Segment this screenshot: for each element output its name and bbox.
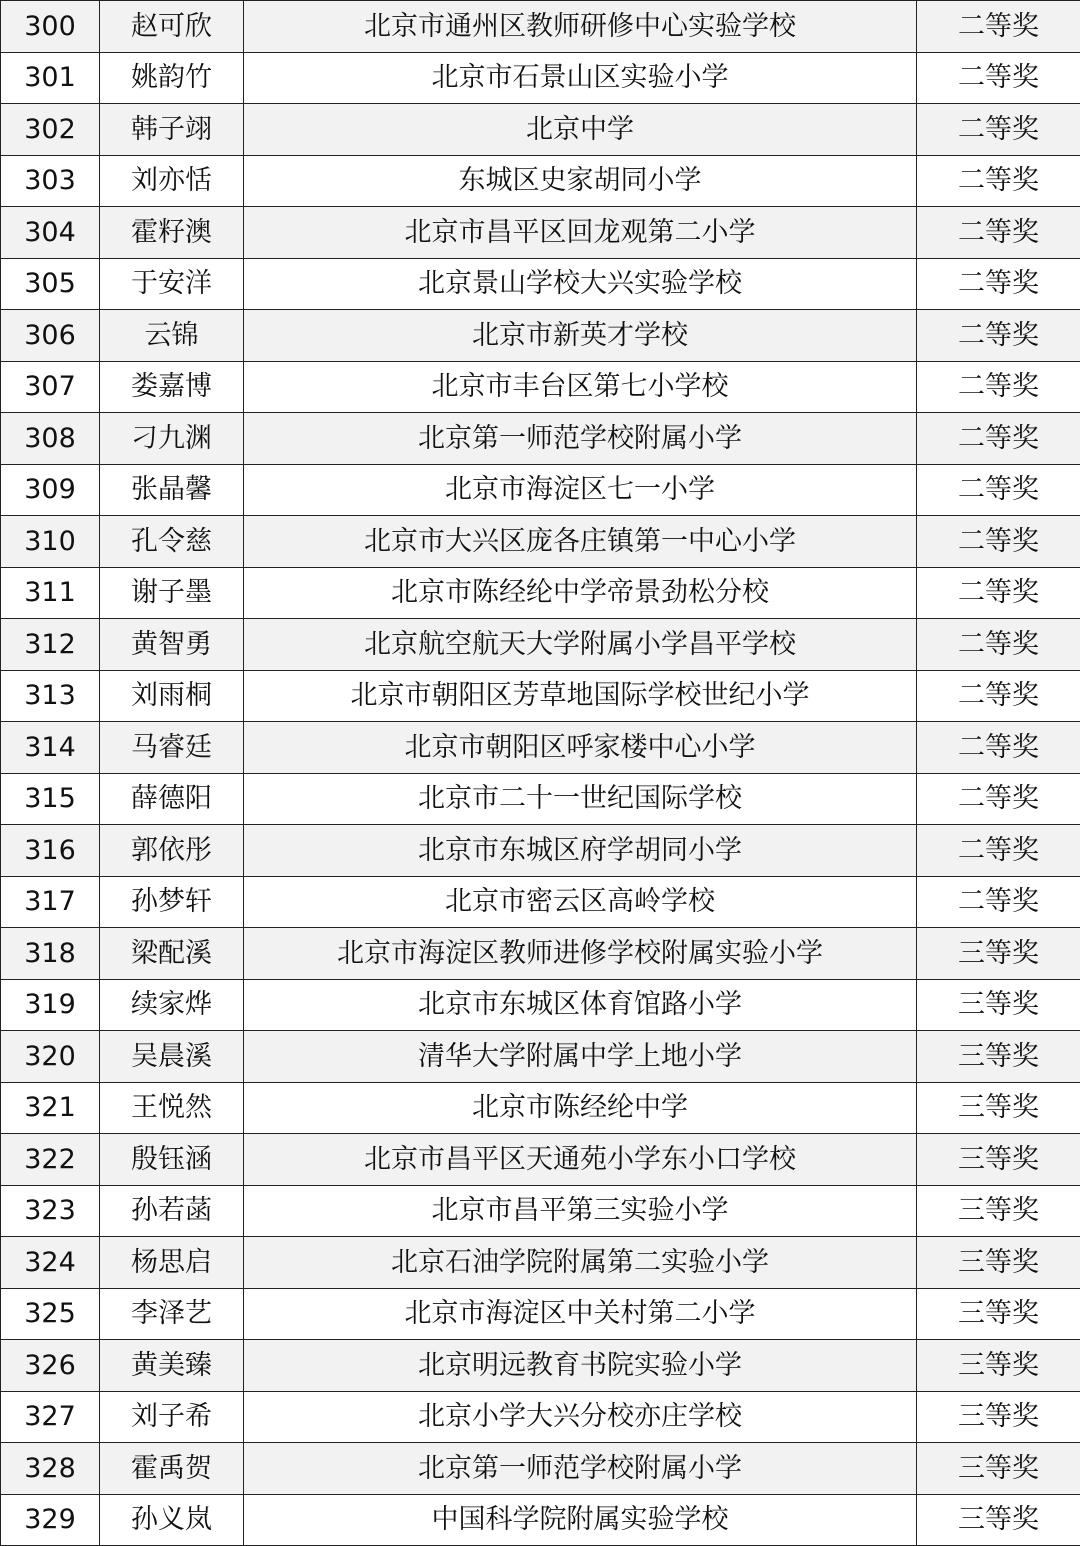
table-row <box>1 207 1080 259</box>
cell-name: 黄智勇 <box>100 619 244 671</box>
cell-school: 北京市海淀区七一小学 <box>244 464 917 516</box>
cell-name: 吴晨溪 <box>100 1031 244 1083</box>
cell-number: 313 <box>1 670 100 722</box>
cell-school: 北京市丰台区第七小学校 <box>244 361 917 413</box>
cell-number: 323 <box>1 1185 100 1237</box>
cell-award: 二等奖 <box>917 258 1080 310</box>
cell-number: 319 <box>1 979 100 1031</box>
cell-school: 北京小学大兴分校亦庄学校 <box>244 1391 917 1443</box>
cell-school: 中国科学院附属实验学校 <box>244 1494 917 1546</box>
cell-award: 二等奖 <box>917 567 1080 619</box>
table-row <box>1 619 1080 671</box>
cell-name: 薛德阳 <box>100 773 244 825</box>
cell-school: 北京市密云区高岭学校 <box>244 876 917 928</box>
table-row <box>1 1494 1080 1546</box>
cell-school: 北京市朝阳区呼家楼中心小学 <box>244 722 917 774</box>
cell-number: 308 <box>1 413 100 465</box>
cell-number: 325 <box>1 1288 100 1340</box>
cell-name: 娄嘉博 <box>100 361 244 413</box>
cell-name: 孔令慈 <box>100 516 244 568</box>
cell-name: 刘亦恬 <box>100 155 244 207</box>
cell-award: 二等奖 <box>917 310 1080 362</box>
cell-award: 三等奖 <box>917 1134 1080 1186</box>
award-table-body <box>1 1 1080 1546</box>
cell-name: 黄美臻 <box>100 1340 244 1392</box>
cell-name: 孙义岚 <box>100 1494 244 1546</box>
cell-number: 312 <box>1 619 100 671</box>
cell-name: 赵可欣 <box>100 1 244 53</box>
table-row <box>1 413 1080 465</box>
cell-school: 东城区史家胡同小学 <box>244 155 917 207</box>
cell-award: 三等奖 <box>917 979 1080 1031</box>
cell-award: 三等奖 <box>917 1185 1080 1237</box>
cell-school: 北京市海淀区教师进修学校附属实验小学 <box>244 928 917 980</box>
cell-number: 314 <box>1 722 100 774</box>
cell-number: 324 <box>1 1237 100 1289</box>
cell-award: 三等奖 <box>917 1082 1080 1134</box>
cell-school: 北京市二十一世纪国际学校 <box>244 773 917 825</box>
cell-award: 二等奖 <box>917 207 1080 259</box>
cell-name: 王悦然 <box>100 1082 244 1134</box>
cell-number: 310 <box>1 516 100 568</box>
table-row <box>1 104 1080 156</box>
cell-school: 北京石油学院附属第二实验小学 <box>244 1237 917 1289</box>
cell-number: 304 <box>1 207 100 259</box>
cell-school: 北京中学 <box>244 104 917 156</box>
cell-school: 北京市陈经纶中学帝景劲松分校 <box>244 567 917 619</box>
cell-number: 317 <box>1 876 100 928</box>
cell-award: 三等奖 <box>917 1391 1080 1443</box>
cell-award: 二等奖 <box>917 155 1080 207</box>
cell-name: 刘雨桐 <box>100 670 244 722</box>
table-row <box>1 1443 1080 1495</box>
cell-name: 刁九渊 <box>100 413 244 465</box>
table-row <box>1 464 1080 516</box>
cell-school: 北京航空航天大学附属小学昌平学校 <box>244 619 917 671</box>
cell-school: 北京第一师范学校附属小学 <box>244 413 917 465</box>
cell-award: 二等奖 <box>917 104 1080 156</box>
table-row <box>1 1288 1080 1340</box>
cell-school: 北京市陈经纶中学 <box>244 1082 917 1134</box>
cell-school: 北京市新英才学校 <box>244 310 917 362</box>
cell-number: 306 <box>1 310 100 362</box>
cell-number: 320 <box>1 1031 100 1083</box>
cell-award: 二等奖 <box>917 1 1080 53</box>
table-row <box>1 825 1080 877</box>
table-row <box>1 773 1080 825</box>
cell-name: 梁配溪 <box>100 928 244 980</box>
cell-number: 301 <box>1 52 100 104</box>
cell-name: 郭依彤 <box>100 825 244 877</box>
cell-name: 马睿廷 <box>100 722 244 774</box>
cell-name: 云锦 <box>100 310 244 362</box>
table-row <box>1 258 1080 310</box>
cell-award: 三等奖 <box>917 928 1080 980</box>
table-row <box>1 1 1080 53</box>
cell-award: 二等奖 <box>917 825 1080 877</box>
table-row <box>1 155 1080 207</box>
cell-school: 北京景山学校大兴实验学校 <box>244 258 917 310</box>
cell-award: 二等奖 <box>917 52 1080 104</box>
cell-award: 三等奖 <box>917 1494 1080 1546</box>
cell-number: 302 <box>1 104 100 156</box>
table-row <box>1 1237 1080 1289</box>
cell-name: 续家烨 <box>100 979 244 1031</box>
cell-award: 二等奖 <box>917 361 1080 413</box>
cell-school: 北京明远教育书院实验小学 <box>244 1340 917 1392</box>
cell-school: 北京市石景山区实验小学 <box>244 52 917 104</box>
cell-number: 329 <box>1 1494 100 1546</box>
cell-award: 二等奖 <box>917 619 1080 671</box>
cell-number: 322 <box>1 1134 100 1186</box>
cell-award: 二等奖 <box>917 876 1080 928</box>
cell-award: 三等奖 <box>917 1031 1080 1083</box>
cell-award: 三等奖 <box>917 1443 1080 1495</box>
cell-number: 303 <box>1 155 100 207</box>
table-row <box>1 516 1080 568</box>
cell-number: 305 <box>1 258 100 310</box>
cell-school: 清华大学附属中学上地小学 <box>244 1031 917 1083</box>
cell-name: 刘子希 <box>100 1391 244 1443</box>
cell-school: 北京第一师范学校附属小学 <box>244 1443 917 1495</box>
table-row <box>1 876 1080 928</box>
cell-name: 李泽艺 <box>100 1288 244 1340</box>
cell-number: 318 <box>1 928 100 980</box>
cell-school: 北京市东城区体育馆路小学 <box>244 979 917 1031</box>
cell-number: 327 <box>1 1391 100 1443</box>
table-row <box>1 928 1080 980</box>
cell-name: 张晶馨 <box>100 464 244 516</box>
cell-award: 三等奖 <box>917 1340 1080 1392</box>
cell-school: 北京市大兴区庞各庄镇第一中心小学 <box>244 516 917 568</box>
cell-name: 杨思启 <box>100 1237 244 1289</box>
cell-name: 韩子翊 <box>100 104 244 156</box>
cell-award: 二等奖 <box>917 670 1080 722</box>
cell-award: 三等奖 <box>917 1288 1080 1340</box>
cell-award: 二等奖 <box>917 413 1080 465</box>
cell-name: 孙梦轩 <box>100 876 244 928</box>
cell-number: 307 <box>1 361 100 413</box>
table-row <box>1 1031 1080 1083</box>
cell-number: 309 <box>1 464 100 516</box>
table-row <box>1 979 1080 1031</box>
cell-school: 北京市海淀区中关村第二小学 <box>244 1288 917 1340</box>
cell-school: 北京市通州区教师研修中心实验学校 <box>244 1 917 53</box>
cell-school: 北京市朝阳区芳草地国际学校世纪小学 <box>244 670 917 722</box>
table-row <box>1 1082 1080 1134</box>
cell-school: 北京市东城区府学胡同小学 <box>244 825 917 877</box>
table-row <box>1 670 1080 722</box>
cell-school: 北京市昌平区天通苑小学东小口学校 <box>244 1134 917 1186</box>
table-row <box>1 52 1080 104</box>
cell-name: 姚韵竹 <box>100 52 244 104</box>
cell-number: 316 <box>1 825 100 877</box>
cell-name: 霍禹贺 <box>100 1443 244 1495</box>
cell-name: 霍籽澳 <box>100 207 244 259</box>
cell-award: 二等奖 <box>917 773 1080 825</box>
cell-name: 于安洋 <box>100 258 244 310</box>
cell-number: 300 <box>1 1 100 53</box>
table-row <box>1 1340 1080 1392</box>
cell-award: 二等奖 <box>917 516 1080 568</box>
cell-number: 311 <box>1 567 100 619</box>
cell-award: 二等奖 <box>917 722 1080 774</box>
table-row <box>1 1134 1080 1186</box>
cell-number: 321 <box>1 1082 100 1134</box>
table-row <box>1 361 1080 413</box>
cell-number: 328 <box>1 1443 100 1495</box>
table-row <box>1 722 1080 774</box>
cell-number: 326 <box>1 1340 100 1392</box>
table-row <box>1 1391 1080 1443</box>
table-row <box>1 567 1080 619</box>
cell-name: 殷钰涵 <box>100 1134 244 1186</box>
cell-name: 孙若菡 <box>100 1185 244 1237</box>
cell-award: 三等奖 <box>917 1237 1080 1289</box>
cell-name: 谢子墨 <box>100 567 244 619</box>
cell-school: 北京市昌平区回龙观第二小学 <box>244 207 917 259</box>
cell-school: 北京市昌平第三实验小学 <box>244 1185 917 1237</box>
table-row <box>1 1185 1080 1237</box>
table-row <box>1 310 1080 362</box>
cell-award: 二等奖 <box>917 464 1080 516</box>
cell-number: 315 <box>1 773 100 825</box>
